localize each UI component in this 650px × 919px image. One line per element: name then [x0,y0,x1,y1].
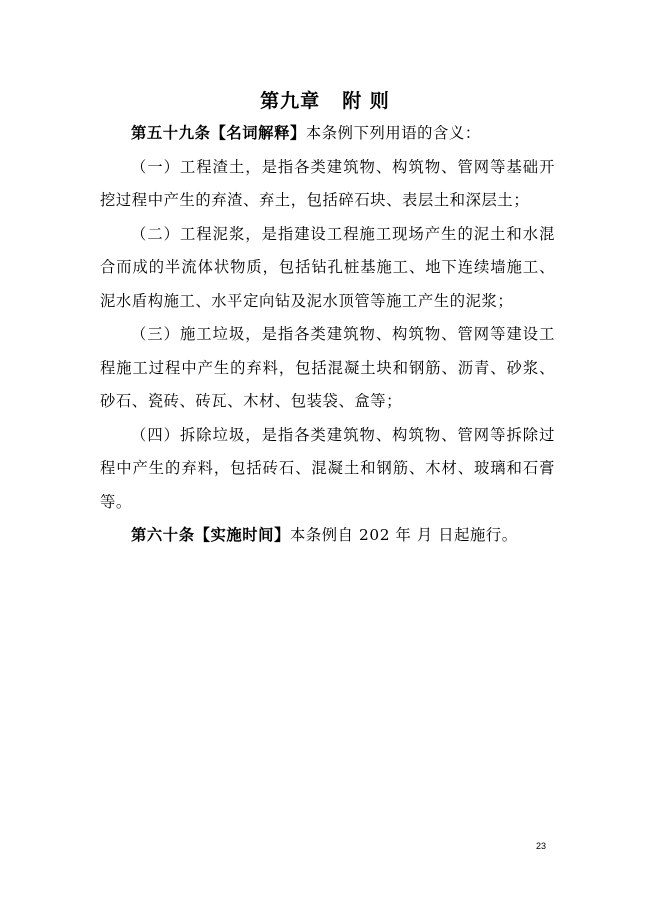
article-59-intro: 本条例下列用语的含义： [305,124,481,142]
definition-item-4: （四）拆除垃圾，是指各类建筑物、构筑物、管网等拆除过程中产生的弃料，包括砖石、混凝土和钢筋、木材、玻璃和石膏等。 [100,425,555,511]
definition-item-3: （三）施工垃圾，是指各类建筑物、构筑物、管网等建设工程施工过程中产生的弃料，包括混凝土块和钢筋、沥青、砂浆、砂石、瓷砖、砖瓦、木材、包装袋、盒等； [100,325,555,410]
chapter-title [0,86,650,113]
definition-item-2: （二）工程泥浆，是指建设工程施工现场产生的泥土和水混合而成的半流体状物质，包括钻孔桩基施工、地下连续墙施工、泥水盾构施工、水平定向钻及泥水顶管等施工产生的泥浆； [100,224,555,310]
page-number: 23 [536,841,547,851]
article-60-text: 本条例自 202 年 月 日起施行。 [289,526,518,544]
article-60-heading: 第六十条【实施时间】 [131,526,290,544]
document-body [100,117,555,553]
article-59 [100,117,555,151]
chapter-name: 附 则 [342,90,390,112]
article-59-heading: 第五十九条【名词解释】 [131,124,306,142]
definition-item-1: （一）工程渣土，是指各类建筑物、构筑物、管网等基础开挖过程中产生的弃渣、弃土，包括碎石块、表层土和深层土； [100,157,555,209]
chapter-number: 第九章 [260,90,321,112]
article-60 [100,519,555,553]
